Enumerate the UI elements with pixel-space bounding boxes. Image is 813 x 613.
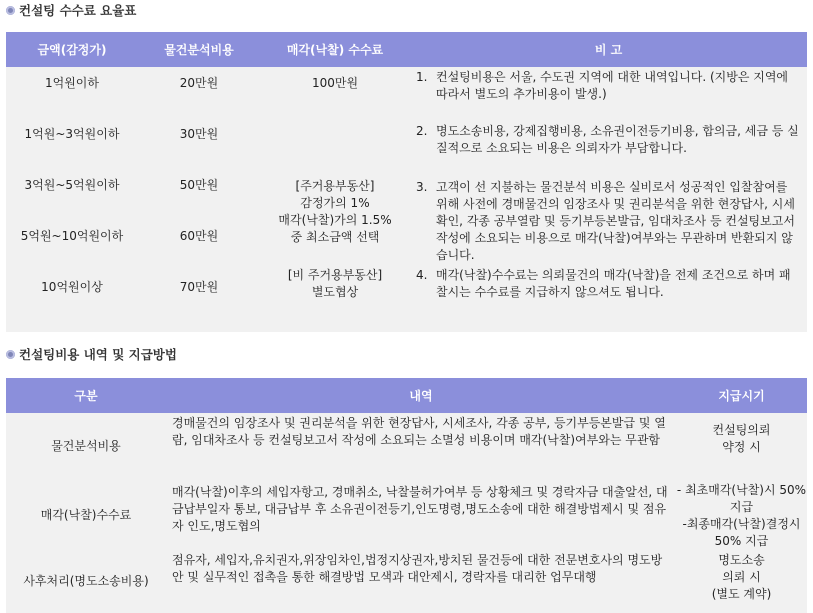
note-number: 2. (416, 124, 428, 138)
timing-cell: 명도소송 의뢰 시 (별도 계약) (676, 550, 807, 613)
note-number: 1. (416, 70, 428, 84)
remarks-column (410, 67, 807, 332)
note-number: 3. (416, 180, 428, 194)
note-text: 컨설팅비용은 서울, 수도권 지역에 대한 내역입니다. (지방은 지역에 따라서 별도의 추가비용이 발생.) (436, 70, 788, 101)
residential-line: 중 최소금액 선택 (290, 230, 380, 244)
amount-column (6, 67, 138, 332)
detail-cell: 경매물건의 임장조사 및 권리분석을 위한 현장답사, 시세조사, 각종 공부, 등기부등본발급 및 열람, 임대차조사 등 컨설팅보고서 작성에 소요되는 소멸성 비용이며 매각(낙찰)여부와는 무관함 (166, 413, 676, 480)
sale-fee-first: 100만원 (311, 76, 359, 90)
note-text: 매각(낙찰)수수료는 의뢰물건의 매각(낙찰)을 전제 조건으로 하며 패찰시는 수수료를 지급하지 않으셔도 됩니다. (436, 268, 791, 299)
nonresidential-value: 별도협상 (311, 285, 359, 299)
note-text: 명도소송비용, 강제집행비용, 소유권이전등기비용, 합의금, 세금 등 실질적으로 소요되는 비용은 의뢰자가 부담합니다. (436, 124, 799, 155)
category-cell: 매각(낙찰)수수료 (6, 480, 166, 550)
remark-note (416, 123, 799, 157)
analysis-fee-cell: 20만원 (179, 76, 219, 90)
section-title-text: 컨설팅 수수료 요율표 (19, 3, 137, 18)
header-amount: 금액(감정가) (6, 32, 138, 67)
timing-cell: - 최초매각(낙찰)시 50% 지급 -최종매각(낙찰)결정시 50% 지급 (676, 480, 807, 550)
analysis-fee-cell: 50만원 (179, 178, 219, 192)
header-remarks: 비 고 (410, 32, 807, 67)
analysis-fee-cell: 30만원 (179, 127, 219, 141)
table-row (6, 413, 807, 480)
amount-cell: 3억원~5억원이하 (24, 178, 120, 192)
amount-cell: 1억원이하 (44, 76, 99, 90)
bullet-icon (6, 6, 15, 15)
cost-details-table (6, 378, 807, 613)
note-number: 4. (416, 268, 428, 282)
analysis-fee-cell: 60만원 (179, 229, 219, 243)
category-cell: 물건분석비용 (6, 413, 166, 480)
remark-note (416, 69, 799, 103)
analysis-fee-cell: 70만원 (179, 280, 219, 294)
section-title-text: 컨설팅비용 내역 및 지급방법 (19, 347, 177, 362)
section-title-cost-details (6, 347, 177, 363)
timing-cell: 컨설팅의뢰 약정 시 (676, 413, 807, 480)
analysis-column (138, 67, 260, 332)
detail-cell: 매각(낙찰)이후의 세입자항고, 경매취소, 낙찰불허가여부 등 상황체크 및 경락자금 대출알선, 대금납부일자 통보, 대금납부 후 소유권이전등기,인도명령,명도소송에 대한 해결방법제시 및 점유자 인도,명도협의 (166, 480, 676, 550)
bullet-icon (6, 350, 15, 359)
nonresidential-label: [비 주거용부동산] (287, 268, 383, 282)
detail-cell: 점유자, 세입자,유치권자,위장임차인,법정지상권자,방치된 물건등에 대한 전문변호사의 명도방안 및 실무적인 접촉을 통한 해결방법 모색과 대안제시, 경락자를 대리한 업무대행 (166, 550, 676, 613)
note-text: 고객이 선 지불하는 물건분석 비용은 실비로서 성공적인 입찰참여를 위해 사전에 경매물건의 임장조사 및 권리분석을 위한 현장답사, 시세확인, 각종 공부열람 및 등기부등본발급, 임대차조사 등 컨설팅보고서 작성에 소요되는 비용으로 매각(낙찰)여부와는 무관하며 반환되지 않습니다. (436, 180, 795, 262)
remark-note (416, 267, 799, 301)
sale-fee-residential (260, 178, 410, 246)
category-cell: 사후처리(명도소송비용) (6, 550, 166, 613)
residential-line: 감정가의 1% (300, 196, 370, 210)
residential-line: 매각(낙찰)가의 1.5% (278, 213, 392, 227)
table-row (6, 480, 807, 550)
table-row (6, 67, 807, 332)
header-sale-fee: 매각(낙찰) 수수료 (260, 32, 410, 67)
table-header-row (6, 378, 807, 413)
amount-cell: 5억원~10억원이하 (20, 229, 124, 243)
header-analysis-fee: 물건분석비용 (138, 32, 260, 67)
residential-label: [주거용부동산] (295, 179, 375, 193)
section-title-fee-table (6, 3, 136, 19)
header-timing: 지급시기 (676, 378, 807, 413)
remark-note (416, 179, 799, 264)
sale-fee-nonresidential (260, 267, 410, 301)
sale-fee-column (260, 67, 410, 332)
table-row (6, 550, 807, 613)
table-header-row (6, 32, 807, 67)
header-detail: 내역 (166, 378, 676, 413)
header-category: 구분 (6, 378, 166, 413)
amount-cell: 1억원~3억원이하 (24, 127, 120, 141)
fee-rate-table (6, 32, 807, 332)
amount-cell: 10억원이상 (41, 280, 103, 294)
